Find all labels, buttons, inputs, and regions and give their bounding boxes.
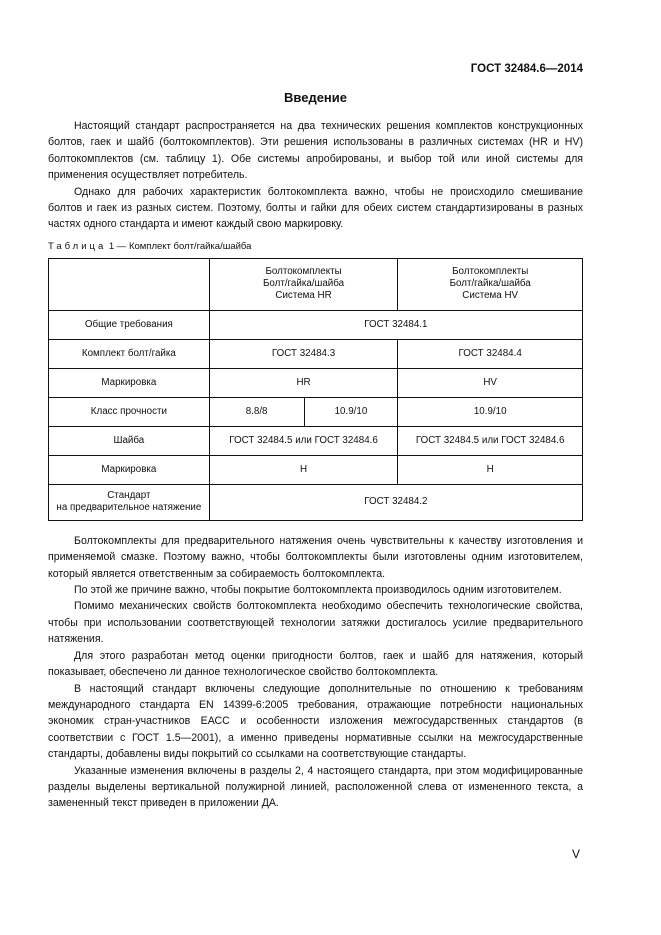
paragraph: По этой же причине важно, чтобы покрытие болтокомплекта производилось одним изготовителем. <box>74 584 562 597</box>
table-row <box>49 339 583 368</box>
page-number: V <box>571 847 580 861</box>
table-row <box>49 368 583 397</box>
table-header-row <box>49 258 583 310</box>
table-caption <box>48 241 583 253</box>
cell: ГОСТ 32484.4 <box>398 339 583 368</box>
document-id: ГОСТ 32484.6—2014 <box>470 63 583 75</box>
row-label: Комплект болт/гайка <box>49 339 210 368</box>
row-label: Стандарт на предварительное натяжение <box>49 484 210 520</box>
paragraph: Указанные изменения включены в разделы 2, 4 настоящего стандарта, при этом модифицированные разделы выделены вертикальной полужирной линией, расположенной слева от измененного текста, а замененный текст приведен в приложении ДА. <box>48 764 583 810</box>
bolt-kit-table <box>48 258 583 521</box>
cell: HR <box>209 368 398 397</box>
caption-text: 1 — Комплект болт/гайка/шайба <box>106 240 252 252</box>
cell: ГОСТ 32484.5 или ГОСТ 32484.6 <box>398 426 583 455</box>
empty-cell <box>49 258 210 310</box>
cell: HV <box>398 368 583 397</box>
paragraph: Однако для рабочих характеристик болтокомплекта важно, чтобы не происходило смешивание болтов и гаек из разных систем. Поэтому, болты и гайки для обеих систем стандартизированы в разных частях одного стандарта и имеют каждый свою маркировку. <box>48 185 583 231</box>
cell: 10.9/10 <box>398 397 583 426</box>
intro-text-bottom <box>48 533 583 812</box>
cell: ГОСТ 32484.5 или ГОСТ 32484.6 <box>209 426 398 455</box>
cell: ГОСТ 32484.1 <box>209 310 582 339</box>
paragraph: В настоящий стандарт включены следующие дополнительные по отношению к требованиям международного стандарта EN 14399-6:2005 требования, отражающие потребности национальных экономик стран-участников ЕАСС и особенности изложения межгосударственных стандартов (в соответствии с ГОСТ 1.5—2001), а именно приведены нормативные ссылки на межгосударственные стандарты, добавлены виды покрытий со ссылками на соответствующие стандарты. <box>48 682 583 761</box>
intro-text-top <box>48 118 583 233</box>
header-hv: Болтокомплекты Болт/гайка/шайба Система HV <box>398 258 583 310</box>
row-label: Шайба <box>49 426 210 455</box>
table-row <box>49 310 583 339</box>
paragraph: Для этого разработан метод оценки пригодности болтов, гаек и шайб для натяжения, который показывает, обеспечено ли данное технологическое свойство болтокомплекта. <box>48 649 583 679</box>
header-hr: Болтокомплекты Болт/гайка/шайба Система HR <box>209 258 398 310</box>
caption-word: Таблица <box>48 240 107 252</box>
table-row <box>49 426 583 455</box>
row-label: Маркировка <box>49 455 210 484</box>
section-title: Введение <box>284 90 347 105</box>
table-row <box>49 455 583 484</box>
cell: 8.8/8 <box>209 397 304 426</box>
table-row <box>49 484 583 520</box>
row-label: Общие требования <box>49 310 210 339</box>
cell: 10.9/10 <box>304 397 398 426</box>
cell: ГОСТ 32484.3 <box>209 339 398 368</box>
paragraph: Болтокомплекты для предварительного натяжения очень чувствительны к качеству изготовления и применяемой смазке. Поэтому важно, чтобы болтокомплекты были изготовлены одним изготовителем, который является ответственным за собираемость болтокомплекта. <box>48 534 583 580</box>
row-label: Маркировка <box>49 368 210 397</box>
paragraph: Настоящий стандарт распространяется на два технических решения комплектов конструкционных болтов, гаек и шайб (болтокомплектов). Эти решения использованы в различных системах (HR и HV) болтокомплектов (см. таблицу 1). Обе системы апробированы, и выбор той или иной системы для применения осуществляет потребитель. <box>48 120 583 182</box>
cell: H <box>398 455 583 484</box>
cell: H <box>209 455 398 484</box>
paragraph: Помимо механических свойств болтокомплекта необходимо обеспечить технологические свойства, чтобы при использовании соответствующей технологии затяжки достигалось усилие предварительного натяжения. <box>48 600 583 646</box>
cell: ГОСТ 32484.2 <box>209 484 582 520</box>
row-label: Класс прочности <box>49 397 210 426</box>
table-row <box>49 397 583 426</box>
